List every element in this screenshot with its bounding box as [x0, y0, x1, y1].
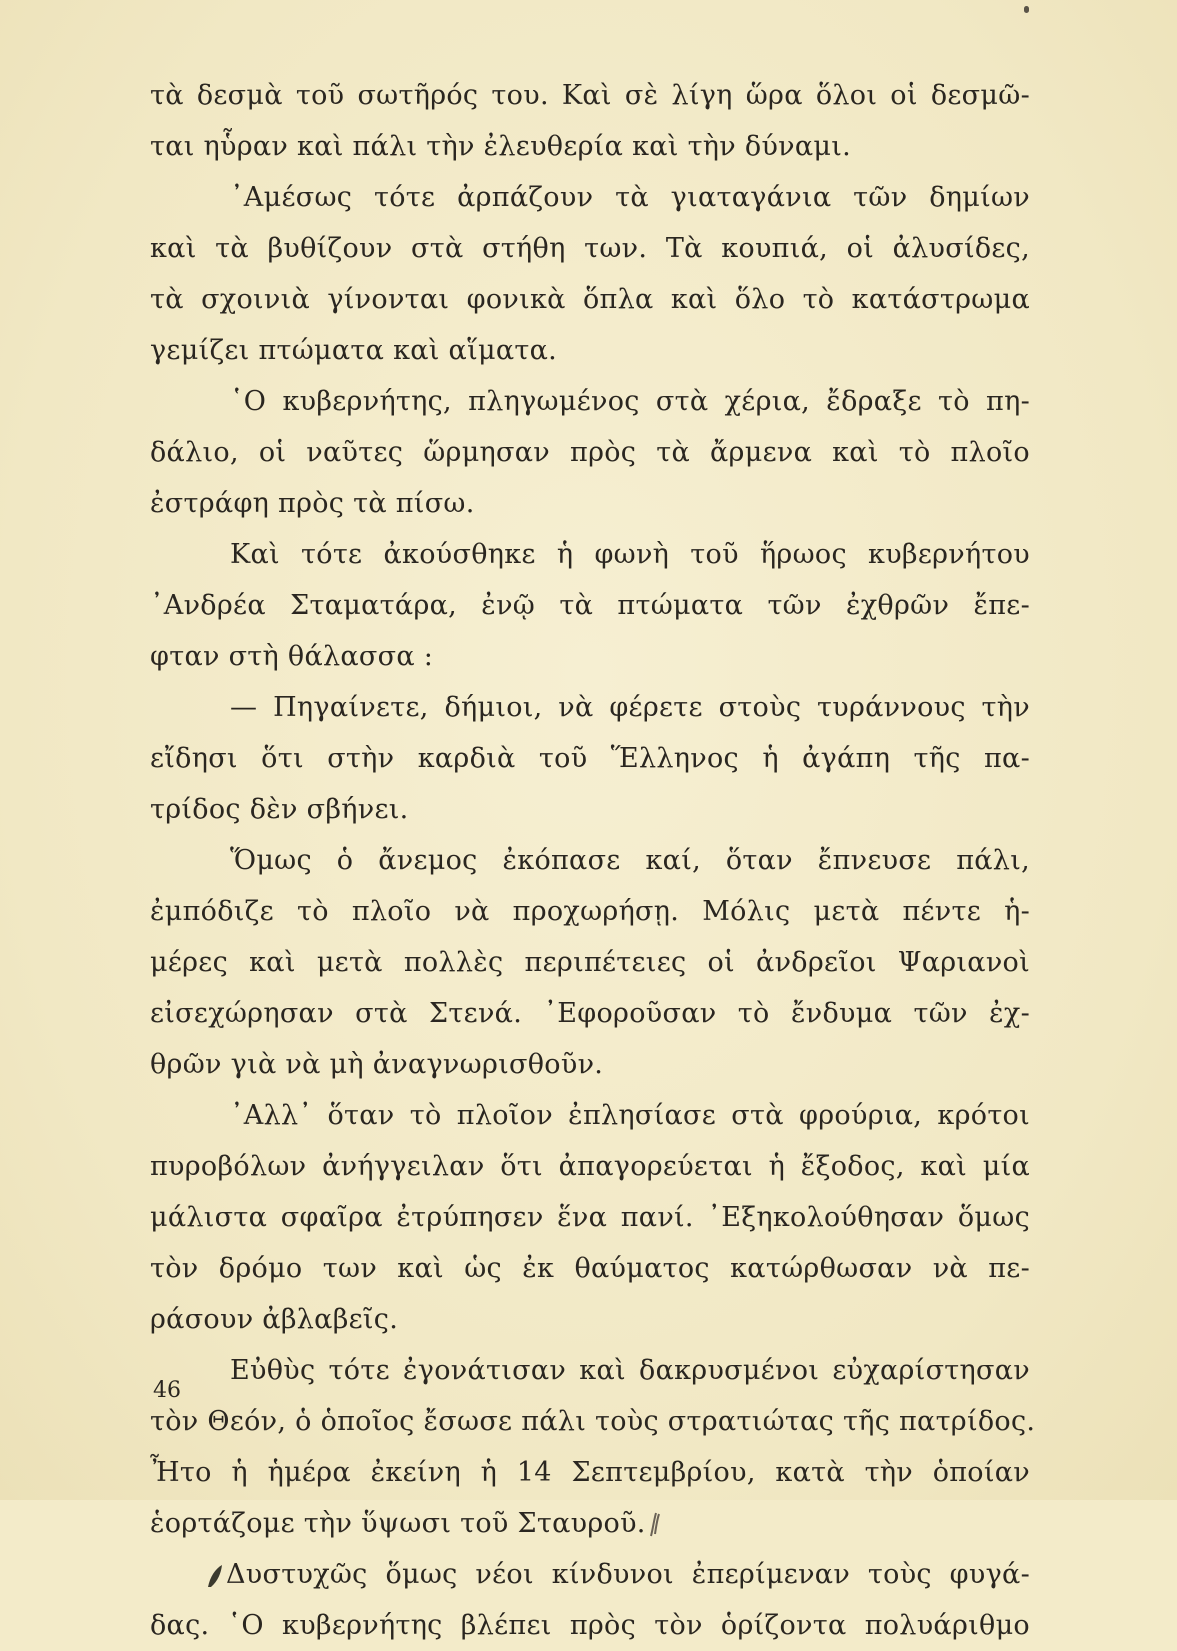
text-line: γεμίζει πτώματα καὶ αἵματα.	[150, 335, 558, 366]
text-line: τὸν δρόμο των καὶ ὡς ἐκ θαύματος κατώρθωσαν νὰ πε-	[150, 1253, 1030, 1284]
text-line: εἰσεχώρησαν στὰ Στενά. ᾿Εφοροῦσαν τὸ ἔνδυμα τῶν ἐχ-	[150, 998, 1030, 1029]
text-line: μέρες καὶ μετὰ πολλὲς περιπέτειες οἱ ἀνδρεῖοι Ψαριανοὶ	[150, 947, 1030, 978]
text-line: — Πηγαίνετε, δήμιοι, νὰ φέρετε στοὺς τυράννους τὴν	[230, 692, 1030, 723]
text-line: τὸν Θεόν, ὁ ὁποῖος ἔσωσε πάλι τοὺς στρατιώτας τῆς πατρίδος.	[150, 1406, 1036, 1437]
text-line: δας. ῾Ο κυβερνήτης βλέπει πρὸς τὸν ὁρίζοντα πολυάριθμο	[150, 1610, 1030, 1641]
page-number: 46	[153, 1378, 181, 1403]
text-line: εἴδησι ὅτι στὴν καρδιὰ τοῦ Ἕλληνος ἡ ἀγάπη τῆς πα-	[150, 743, 1030, 774]
text-line: ῾Ο κυβερνήτης, πληγωμένος στὰ χέρια, ἔδραξε τὸ πη-	[230, 386, 1030, 417]
text-line: ται ηὗραν καὶ πάλι τὴν ἐλευθερία καὶ τὴν δύναμι.	[150, 131, 852, 162]
text-line: θρῶν γιὰ νὰ μὴ ἀναγνωρισθοῦν.	[150, 1049, 604, 1080]
text-line: ἐμπόδιζε τὸ πλοῖο νὰ προχωρήσῃ. Μόλις μετὰ πέντε ἡ-	[150, 896, 1030, 927]
text-line: ᾿Αμέσως τότε ἀρπάζουν τὰ γιαταγάνια τῶν δημίων	[230, 182, 1030, 213]
text-line-content: ἑορτάζομε τὴν ὕψωσι τοῦ Σταυροῦ.	[150, 1508, 646, 1539]
ink-dot	[1024, 6, 1029, 13]
ink-stain-icon	[206, 1563, 224, 1589]
text-line: μάλιστα σφαῖρα ἐτρύπησεν ἕνα πανί. ᾿Εξηκολούθησαν ὅμως	[150, 1202, 1030, 1233]
text-line: τρίδος δὲν σβήνει.	[150, 794, 409, 825]
text-line: δάλιο, οἱ ναῦτες ὥρμησαν πρὸς τὰ ἄρμενα καὶ τὸ πλοῖο	[150, 437, 1030, 468]
text-line: τὰ δεσμὰ τοῦ σωτῆρός του. Καὶ σὲ λίγη ὥρα ὅλοι οἱ δεσμῶ-	[150, 80, 1030, 111]
text-line-content: Δυστυχῶς ὅμως νέοι κίνδυνοι ἐπερίμεναν τοὺς φυγά-	[226, 1559, 1030, 1590]
text-line: πυροβόλων ἀνήγγειλαν ὅτι ἀπαγορεύεται ἡ ἔξοδος, καὶ μία	[150, 1151, 1030, 1182]
text-line: Ὅμως ὁ ἄνεμος ἐκόπασε καί, ὅταν ἔπνευσε πάλι,	[230, 845, 1030, 876]
body-text	[150, 70, 1036, 1651]
text-line: καὶ τὰ βυθίζουν στὰ στήθη των. Τὰ κουπιά, οἱ ἀλυσίδες,	[150, 233, 1030, 264]
text-line: φταν στὴ θάλασσα :	[150, 641, 434, 672]
text-line: ράσουν ἀβλαβεῖς.	[150, 1304, 399, 1335]
text-line: Ἦτο ἡ ἡμέρα ἐκείνη ἡ 14 Σεπτεμβρίου, κατὰ τὴν ὁποίαν	[150, 1457, 1030, 1488]
text-line: Καὶ τότε ἀκούσθηκε ἡ φωνὴ τοῦ ἥρωος κυβερνήτου	[230, 539, 1030, 570]
text-line	[150, 1498, 1030, 1549]
text-line: ᾿Αλλ᾿ ὅταν τὸ πλοῖον ἐπλησίασε στὰ φρούρια, κρότοι	[230, 1100, 1030, 1131]
text-line: Εὐθὺς τότε ἐγονάτισαν καὶ δακρυσμένοι εὐχαρίστησαν	[230, 1355, 1030, 1386]
pencil-mark-icon	[648, 1510, 662, 1540]
text-line: ἐστράφη πρὸς τὰ πίσω.	[150, 488, 475, 519]
text-line	[150, 1549, 1030, 1600]
text-line: τὰ σχοινιὰ γίνονται φονικὰ ὅπλα καὶ ὅλο τὸ κατάστρωμα	[150, 284, 1030, 315]
text-line: ᾿Ανδρέα Σταματάρα, ἐνῷ τὰ πτώματα τῶν ἐχθρῶν ἔπε-	[150, 590, 1030, 621]
